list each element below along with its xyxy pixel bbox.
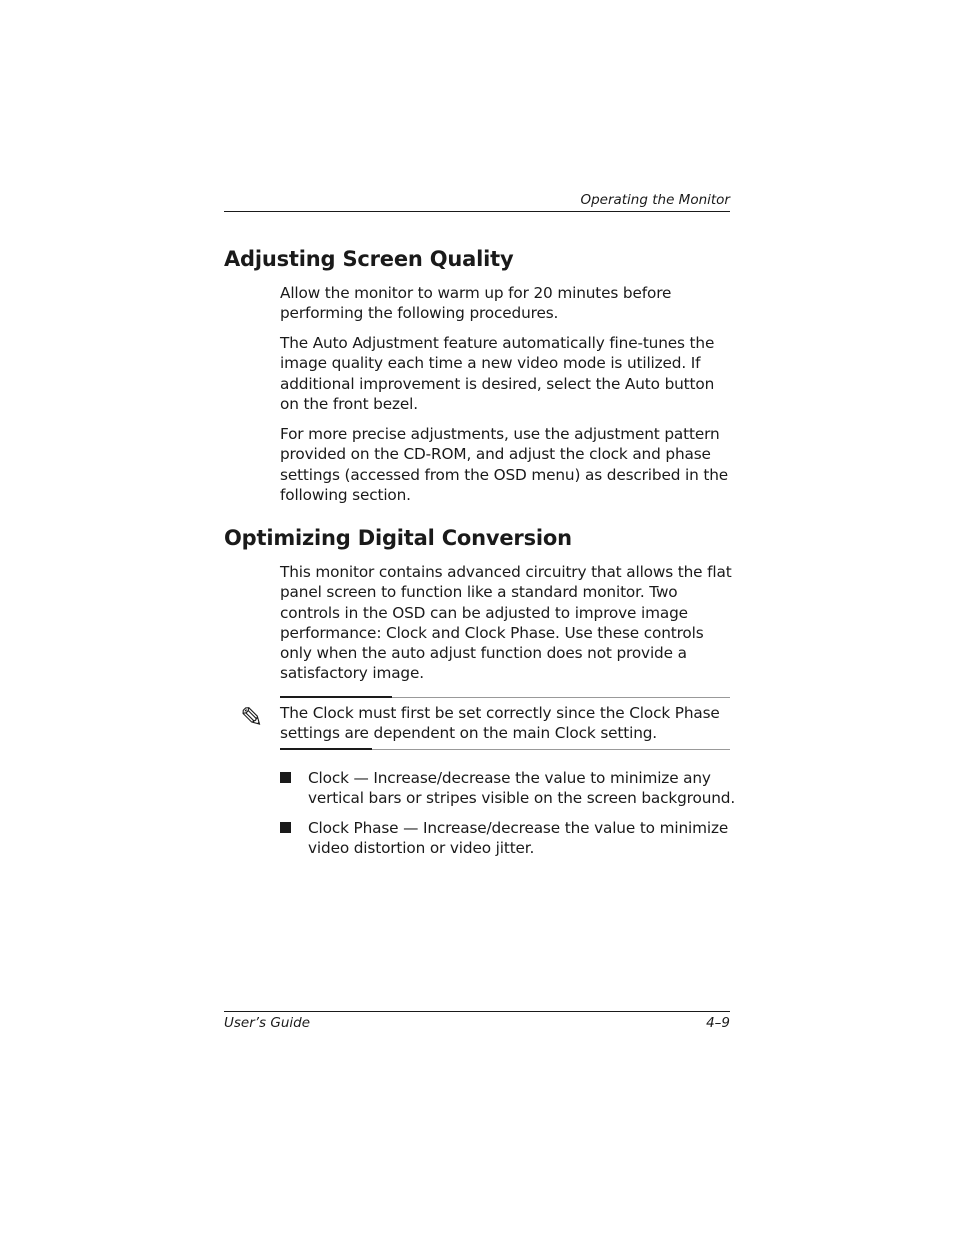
header-rule xyxy=(224,211,730,212)
section-heading-screen-quality: Adjusting Screen Quality xyxy=(224,247,514,271)
list-item-text: Clock — Increase/decrease the value to minimize any vertical bars or stripes visible on the screen background. xyxy=(308,769,736,808)
pencil-icon: ✎ xyxy=(240,701,264,734)
list-item-text: Clock Phase — Increase/decrease the value to minimize video distortion or video jitter. xyxy=(308,819,729,858)
note-top-rule-accent xyxy=(280,696,392,698)
paragraph-circuitry: This monitor contains advanced circuitry that allows the flat panel screen to function like a standard monitor. Two controls in the OSD can be adjusted to improve image performance: Clock and Clock Phase. Use these controls only when the auto adjust function does not provide a satisfactory image. xyxy=(280,563,732,683)
square-bullet-icon xyxy=(280,772,291,783)
page-number: 4–9 xyxy=(706,1015,730,1031)
note-text: The Clock must first be set correctly since the Clock Phase settings are dependent on the main Clock setting. xyxy=(280,704,720,743)
footer-rule xyxy=(224,1011,730,1012)
paragraph-precise-adjustments: For more precise adjustments, use the adjustment pattern provided on the CD-ROM, and adjust the clock and phase settings (accessed from the OSD menu) as described in the following section. xyxy=(280,425,729,504)
note-bottom-rule-accent xyxy=(280,748,372,750)
paragraph-auto-adjustment: The Auto Adjustment feature automatically fine-tunes the image quality each time a new video mode is utilized. If additional improvement is desired, select the Auto button on the front bezel. xyxy=(280,334,715,413)
running-header: Operating the Monitor xyxy=(580,192,730,208)
footer-guide-title: User’s Guide xyxy=(224,1015,311,1031)
square-bullet-icon xyxy=(280,822,291,833)
section-heading-digital-conversion: Optimizing Digital Conversion xyxy=(224,526,572,550)
paragraph-warm-up: Allow the monitor to warm up for 20 minutes before performing the following procedures. xyxy=(280,284,672,323)
